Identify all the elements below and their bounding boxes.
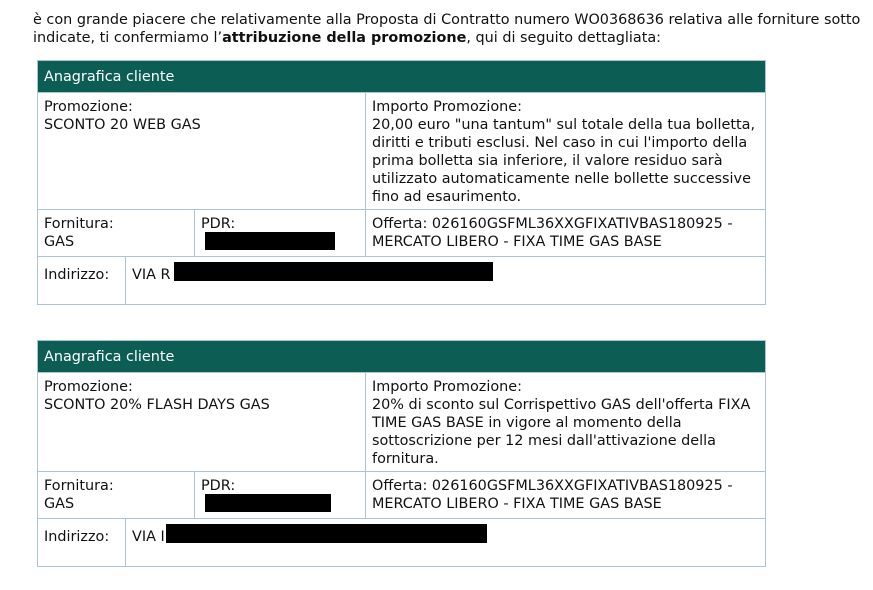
pdr-redaction [205, 494, 331, 512]
importo-line: fino ad esaurimento. [372, 189, 522, 205]
indirizzo-label: Indirizzo: [44, 267, 110, 283]
intro-text-end: , qui di seguito dettagliata: [466, 30, 662, 46]
offerta-line-2: MERCATO LIBERO - FIXA TIME GAS BASE [372, 234, 662, 250]
fornitura-cell [38, 210, 194, 256]
offerta-cell [365, 210, 765, 256]
promotion-row [38, 372, 765, 471]
indirizzo-redaction [174, 262, 493, 281]
pdr-redaction [205, 232, 335, 250]
indirizzo-redaction [166, 524, 487, 543]
promotion-cell [38, 373, 365, 471]
importo-line: prima bolletta sia inferiore, il valore residuo sarà [372, 153, 723, 169]
indirizzo-value-cell [125, 519, 765, 567]
promotion-name: SCONTO 20 WEB GAS [44, 117, 201, 133]
pdr-label: PDR: [201, 478, 236, 494]
importo-cell [365, 93, 765, 209]
card-header: Anagrafica cliente [38, 341, 765, 372]
promo-card-2 [37, 340, 766, 567]
intro-text: è con grande piacere che relativamente alla Proposta di Contratto numero WO0368636 relativa alle forniture sotto indicate, ti confermiamo l’ [33, 12, 861, 46]
indirizzo-label: Indirizzo: [44, 529, 110, 545]
indirizzo-label-cell [38, 519, 125, 567]
promotion-label: Promozione: [44, 379, 133, 395]
fornitura-row [38, 471, 765, 518]
fornitura-value: GAS [44, 496, 75, 512]
importo-line: 20% di sconto sul Corrispettivo GAS dell'offerta FIXA [372, 397, 751, 413]
importo-cell [365, 373, 765, 471]
promotion-row [38, 92, 765, 209]
promotion-name: SCONTO 20% FLASH DAYS GAS [44, 397, 270, 413]
card-header: Anagrafica cliente [38, 61, 765, 92]
indirizzo-value-cell [125, 257, 765, 305]
offerta-cell [365, 472, 765, 518]
importo-line: 20,00 euro "una tantum" sul totale della tua bolletta, [372, 117, 756, 133]
fornitura-value: GAS [44, 234, 75, 250]
indirizzo-label-cell [38, 257, 125, 305]
intro-bold-text: attribuzione della promozione [222, 30, 467, 46]
promotion-label: Promozione: [44, 99, 133, 115]
promo-card-1 [37, 60, 766, 305]
importo-line: utilizzato automaticamente nelle bollette successive [372, 171, 751, 187]
fornitura-label: Fornitura: [44, 216, 114, 232]
importo-line: sottoscrizione per 12 mesi dall'attivazione della [372, 433, 716, 449]
indirizzo-value: VIA I [132, 529, 165, 545]
offerta-line-2: MERCATO LIBERO - FIXA TIME GAS BASE [372, 496, 662, 512]
fornitura-cell [38, 472, 194, 518]
offerta-line-1: Offerta: 026160GSFML36XXGFIXATIVBAS180925 - [372, 478, 733, 494]
importo-label: Importo Promozione: [372, 379, 522, 395]
importo-label: Importo Promozione: [372, 99, 522, 115]
offerta-line-1: Offerta: 026160GSFML36XXGFIXATIVBAS180925 - [372, 216, 733, 232]
pdr-cell [194, 472, 365, 518]
fornitura-label: Fornitura: [44, 478, 114, 494]
indirizzo-value: VIA R [132, 267, 171, 283]
fornitura-row [38, 209, 765, 256]
promotion-cell [38, 93, 365, 209]
importo-line: TIME GAS BASE in vigore al momento della [372, 415, 682, 431]
indirizzo-row [38, 518, 765, 567]
importo-line: fornitura. [372, 451, 439, 467]
intro-paragraph [33, 11, 868, 47]
pdr-label: PDR: [201, 216, 236, 232]
indirizzo-row [38, 256, 765, 305]
importo-line: diritti e tributi esclusi. Nel caso in cui l'importo della [372, 135, 748, 151]
pdr-cell [194, 210, 365, 256]
